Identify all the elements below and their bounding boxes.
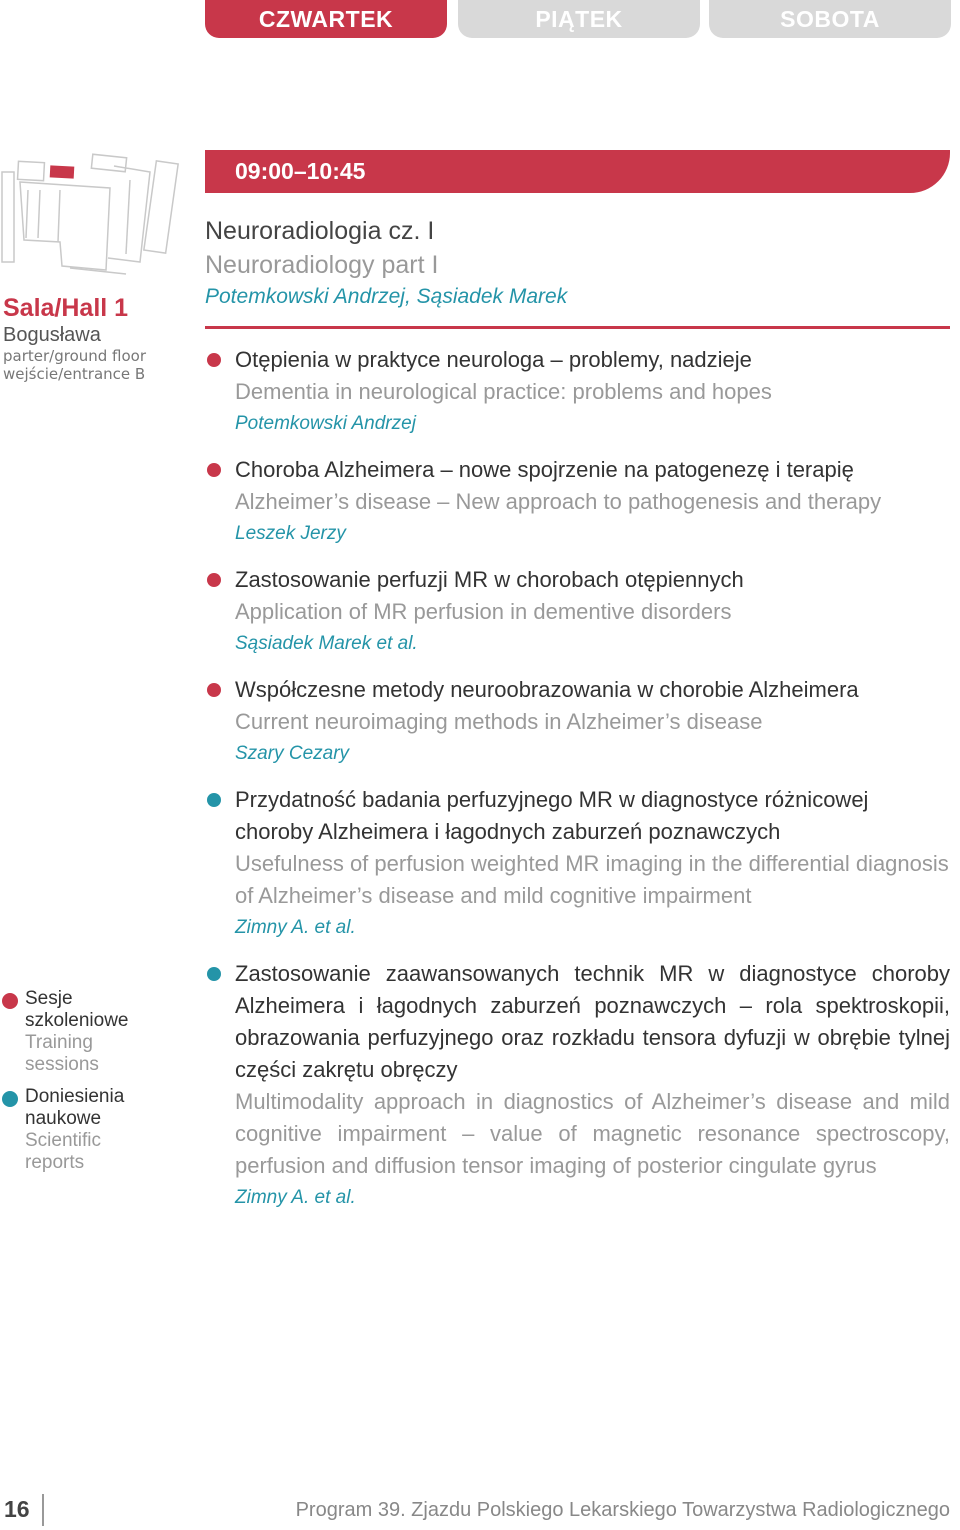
tab-piatek[interactable]: PIĄTEK	[458, 0, 700, 38]
training-bullet-icon	[207, 573, 221, 587]
list-item	[205, 784, 950, 944]
legend-label-pl: Doniesienia naukowe	[25, 1086, 125, 1129]
legend-label-en: Scientific reports	[25, 1130, 102, 1173]
hall-subname: Bogusława	[3, 324, 101, 346]
hall-name: Sala/Hall 1	[3, 294, 129, 322]
session-title-pl: Neuroradiologia cz. I	[205, 217, 435, 245]
list-item	[205, 454, 950, 550]
talk-title-en: Current neuroimaging methods in Alzheimer’s disease	[235, 709, 763, 734]
talk-title-pl: Zastosowanie zaawansowanych technik MR w diagnostyce choroby Alzheimera i łagodnych zaburzeń poznawczych – rola spektroskopii, obrazowania perfuzyjnego oraz rozkładu tensora dyfuzji w obrębie tylnej części zakrętu obręczy	[235, 961, 950, 1082]
talk-title-pl: Choroba Alzheimera – nowe spojrzenie na patogenezę i terapię	[235, 457, 854, 482]
talk-title-en: Usefulness of perfusion weighted MR imaging in the differential diagnosis of Alzheimer’s disease and mild cognitive impairment	[235, 851, 949, 908]
hall-info	[3, 293, 146, 383]
talk-author: Leszek Jerzy	[235, 523, 346, 544]
training-bullet-icon	[207, 353, 221, 367]
floorplan-map	[0, 150, 180, 280]
talk-title-pl: Współczesne metody neuroobrazowania w chorobie Alzheimera	[235, 677, 859, 702]
talk-author: Zimny A. et al.	[235, 1187, 356, 1208]
legend-item-scientific	[2, 1086, 152, 1174]
list-item	[205, 344, 950, 440]
session-chairs: Potemkowski Andrzej, Sąsiadek Marek	[205, 285, 568, 308]
footer-text: Program 39. Zjazdu Polskiego Lekarskiego Towarzystwa Radiologicznego	[295, 1499, 950, 1521]
talk-title-en: Application of MR perfusion in dementive disorders	[235, 599, 732, 624]
list-item	[205, 958, 950, 1214]
hall-floor: parter/ground floor	[3, 347, 147, 365]
training-bullet-icon	[207, 463, 221, 477]
training-dot-icon	[2, 993, 18, 1009]
session-time: 09:00–10:45	[235, 158, 366, 184]
hall-entrance: wejście/entrance B	[3, 365, 146, 383]
talk-author: Zimny A. et al.	[235, 917, 356, 938]
session-divider	[205, 326, 950, 329]
legend-item-training	[2, 988, 152, 1076]
session-time-bar	[205, 150, 950, 193]
talk-author: Sąsiadek Marek et al.	[235, 633, 418, 654]
talk-list	[205, 344, 950, 1228]
page-number: 16	[4, 1496, 30, 1522]
scientific-dot-icon	[2, 1091, 18, 1107]
talk-author: Potemkowski Andrzej	[235, 413, 416, 434]
tab-sobota[interactable]: SOBOTA	[709, 0, 951, 38]
list-item	[205, 564, 950, 660]
list-item	[205, 674, 950, 770]
session-header	[205, 214, 950, 312]
session-title-en: Neuroradiology part I	[205, 251, 439, 279]
legend-label-pl: Sesje szkoleniowe	[25, 988, 129, 1031]
tab-czwartek[interactable]: CZWARTEK	[205, 0, 447, 38]
legend-label-en: Training sessions	[25, 1032, 99, 1075]
scientific-bullet-icon	[207, 793, 221, 807]
talk-title-en: Multimodality approach in diagnostics of Alzheimer’s disease and mild cognitive impairment – value of magnetic resonance spectroscopy, perfusion and diffusion tensor imaging of posterior cingulate gyrus	[235, 1089, 950, 1178]
scientific-bullet-icon	[207, 967, 221, 981]
talk-title-en: Alzheimer’s disease – New approach to pathogenesis and therapy	[235, 489, 882, 514]
talk-title-pl: Zastosowanie perfuzji MR w chorobach otępiennych	[235, 567, 744, 592]
talk-title-en: Dementia in neurological practice: problems and hopes	[235, 379, 772, 404]
legend	[2, 988, 152, 1184]
training-bullet-icon	[207, 683, 221, 697]
footer-divider	[42, 1494, 44, 1526]
talk-title-pl: Otępienia w praktyce neurologa – problemy, nadzieje	[235, 347, 752, 372]
talk-title-pl: Przydatność badania perfuzyjnego MR w diagnostyce różnicowej choroby Alzheimera i łagodnych zaburzeń poznawczych	[235, 787, 869, 844]
talk-author: Szary Cezary	[235, 743, 350, 764]
